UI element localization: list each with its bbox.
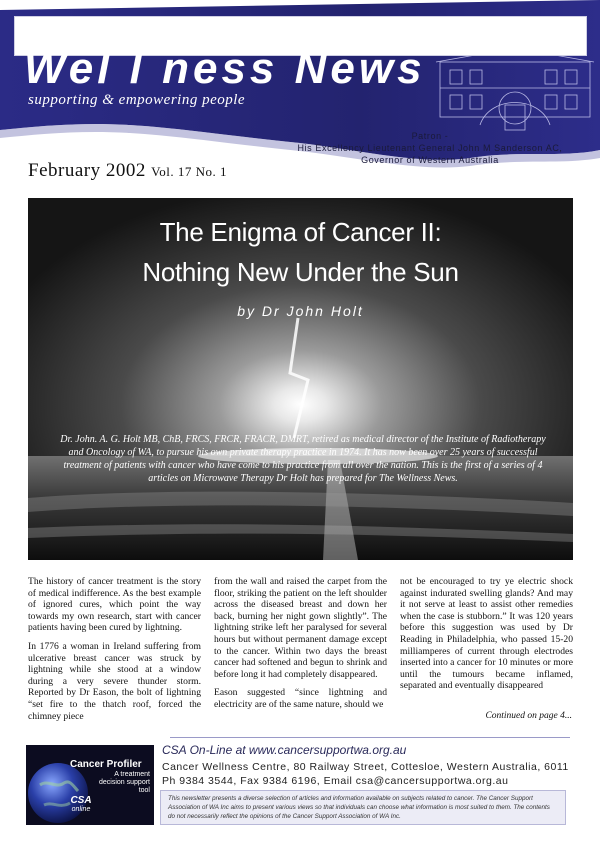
cancer-profiler-subtitle: A treatment decision support tool xyxy=(99,771,150,794)
newsletter-title: Wel l ness News xyxy=(24,44,426,93)
paragraph: Eason suggested “since lightning and electricity are of the same nature, should we xyxy=(214,687,387,710)
address-line: Cancer Wellness Centre, 80 Railway Street, Cottesloe, Western Australia, 6011 xyxy=(162,761,569,773)
website-line: CSA On-Line at www.cancersupportwa.org.au xyxy=(162,743,407,757)
paragraph: The history of cancer treatment is the story of medical indifference. As the best example of ignored cures, which point the way towards my own research, start with cancer patients having been cured by lightning. xyxy=(28,576,201,634)
article-column-1 xyxy=(28,576,201,729)
contact-line: Ph 9384 3544, Fax 9384 6196, Email csa@cancersupportwa.org.au xyxy=(162,775,509,787)
disclaimer-box: This newsletter presents a diverse selection of articles and information available on subjects related to cancer. The Cancer Support Association of WA Inc aims to present various views so that individuals can choose what information is most suited to them. The contents do not necessarily reflect the opinions of the Cancer Support Association of WA Inc. xyxy=(160,790,566,825)
author-bio-caption: Dr. John. A. G. Holt MB, ChB, FRCS, FRCR, FRACR, DMRT, retired as medical director of the Institute of Radiotherapy and Oncology of WA, to pursue his own private therapy practice in 1974. It has now been over 25 years of successful treatment of patients with cancer who have come to his practice from all over the nation. This is the first of a series of 4 articles on Microwave Therapy Dr Holt has prepared for The Wellness News. xyxy=(60,434,546,484)
article-byline: by Dr John Holt xyxy=(237,303,364,319)
article-title: The Enigma of Cancer II: Nothing New Under the Sun xyxy=(142,217,459,287)
cancer-profiler-title: Cancer Profiler xyxy=(70,759,142,770)
newsletter-tagline: supporting & empowering people xyxy=(28,92,246,108)
continued-note: Continued on page 4... xyxy=(485,711,572,721)
patron-info: Patron - His Excellency Lieutenant General John M Sanderson AC, Governor of Western Australia xyxy=(297,131,563,165)
csa-online-text: online xyxy=(71,806,91,813)
divider xyxy=(170,737,570,738)
paragraph: not be encouraged to try ye electric shock against indurated swelling glands? And may it not serve at least to assist other remedies when the case is stubborn.” It was 120 years before this suggestion was used by Dr Reading in Philadelphia, who passed 15-20 milliamperes of current through electrodes inserted into a cancer for 10 minutes or more until the tumours became inflamed, separated and eventually disappeared xyxy=(400,576,573,692)
paragraph: from the wall and raised the carpet from the floor, striking the patient on the left shoulder across the diseased breast and down her back, burning her night gown slightly”. The lightning strike left her paralysed for several hours but without permanent damage except to the cancer. Within two days the breast cancer had softened and begun to shrink and before long it had completely disappeared. xyxy=(214,576,387,680)
article-column-2 xyxy=(214,576,387,718)
csa-logo-text: CSA xyxy=(70,795,92,806)
issue-date: February 2002 Vol. 17 No. 1 xyxy=(28,160,228,181)
article-column-3 xyxy=(400,576,573,699)
paragraph: In 1776 a woman in Ireland suffering from ulcerative breast cancer was struck by lightning while she stood at a window during a very severe thunder storm. Reported by Dr Eason, the bolt of lightning “set fire to the thatch roof, forced the chimney piece xyxy=(28,640,201,722)
